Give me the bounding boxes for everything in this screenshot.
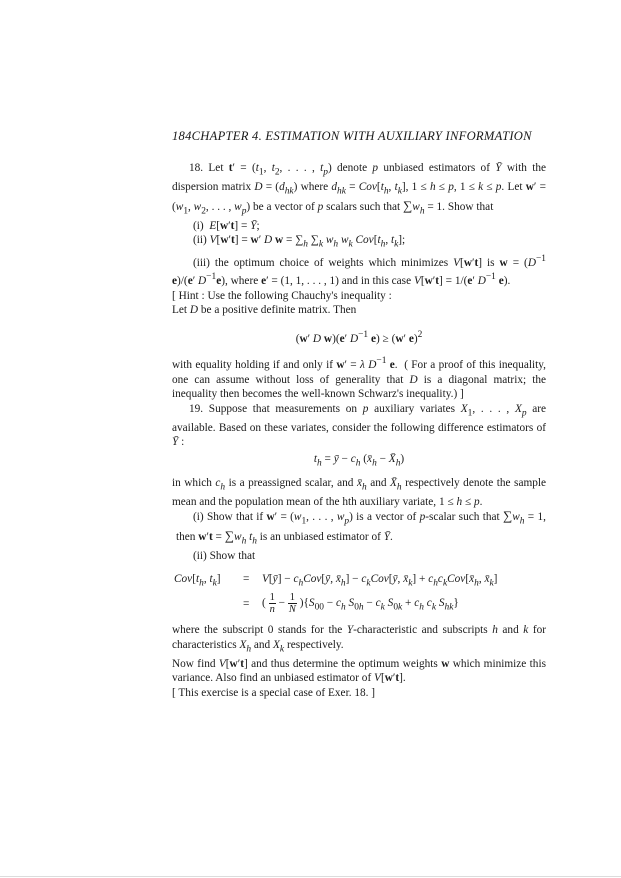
running-header <box>172 128 546 144</box>
cauchy-inequality-equation: (w′ D w)(e′ $D^{-1}$ e) ≥ (w′ e)$^2$ <box>295 329 423 345</box>
exercise-19-part-ii: (ii) Show that <box>193 549 256 562</box>
subscript-explanation: where the subscript 0 stands for the Y-characteristic and subscripts h and k for characteristics $X_h$ and $X_k$ respectively. <box>172 624 547 655</box>
hint-line-1: [ Hint : Use the following Chauchy's inequality : <box>172 289 392 302</box>
exercise-19-statement: 19. Suppose that measurements on p auxiliary variates $X_1$, . . . , $X_p$ are available. Based on these variates, consider the following difference estimators of Ȳ : <box>172 402 547 449</box>
hint-line-2: Let D be a positive definite matrix. Then <box>172 304 357 317</box>
difference-estimator-equation: $t_h$ = ȳ − $c_h$ ($x̄_h$ − $X̄_h$) <box>313 452 405 469</box>
exercise-18-part-i: (i) E[w′t] = Ȳ; <box>193 219 260 232</box>
exercise-19-note: [ This exercise is a special case of Exer. 18. ] <box>172 687 376 699</box>
exercise-19-part-i: (i) Show that if $w' = (w_1$, . . . , $w_p$) is a vector of p-scalar such that $\sum w_h = 1$, then $w't = \sum w_h$ $t_h$ is an unbiased estimator of Ȳ. <box>176 508 546 547</box>
exercise-19-definitions: in which $c_h$ is a preassigned scalar, and $x̄_h$ and $X̄_h$ respectively denote the sample mean and the population mean of the hth auxiliary variate, 1 ≤ h ≤ p. <box>172 476 547 508</box>
exercise-18-part-iii: (iii) the optimum choice of weights which minimizes V[w′t] is $w = (D^{-1}$ e)/(e′ $D^{-1}e$), where e′ = (1, 1, . . . , 1) and in this case V[w′t] = 1/(e′ $D^{-1}$ e). <box>172 253 546 288</box>
page-bottom-edge <box>0 876 621 877</box>
covariance-equation: $Cov[t_h$, $t_k$] = V[ȳ] − $c_hCov[ȳ$, $x̄_h$] − $c_kCov[ȳ$, $x̄_k$] + $c_hc_kCov[x̄_h$, $x̄_k$] = ( $\frac{1}{n}$ − $\frac{1}{N}$ ){$S_{00} - c_h$ $S_{0h} - c_k$ $S_{0k} + c_h$ $c_k$ $S_{hk}$} <box>174 573 498 616</box>
exercise-18-part-ii: (ii) V[w′t] = w′ D $w = \sum_h$ $\sum_k$ $w_h$ $w_k$ $Cov[t_h$, $t_k$]; <box>193 234 406 250</box>
chapter-title: CHAPTER 4. ESTIMATION WITH AUXILIARY INFORMATION <box>191 129 532 143</box>
exercise-19-task: Now find V[w′t] and thus determine the optimum weights w which minimize this variance. Also find an unbiased estimator of V[w′t]. <box>172 657 546 685</box>
exercise-18-statement: 18. Let $t' = (t_1$, $t_2$, . . . , $t_p$) denote p unbiased estimators of Ȳ with the dispersion matrix $D = (d_{hk})$ where $d_{hk} = Cov[t_h$, $t_k$], 1 ≤ h ≤ p, 1 ≤ k ≤ p. Let $w' = (w_1$, $w_2$, . . . , $w_p$) be a vector of p scalars such that $\sum w_h = 1$. Show that <box>172 162 547 216</box>
page-number: 184 <box>172 129 192 143</box>
hint-continuation: with equality holding if and only if w′ = λ $D^{-1}$ e. ( For a proof of this inequality, one can assume without loss of generality that D is a diagonal matrix; the inequality then becomes the well-known Schwarz's inequality.) ] <box>172 356 546 401</box>
page-content <box>172 128 546 701</box>
